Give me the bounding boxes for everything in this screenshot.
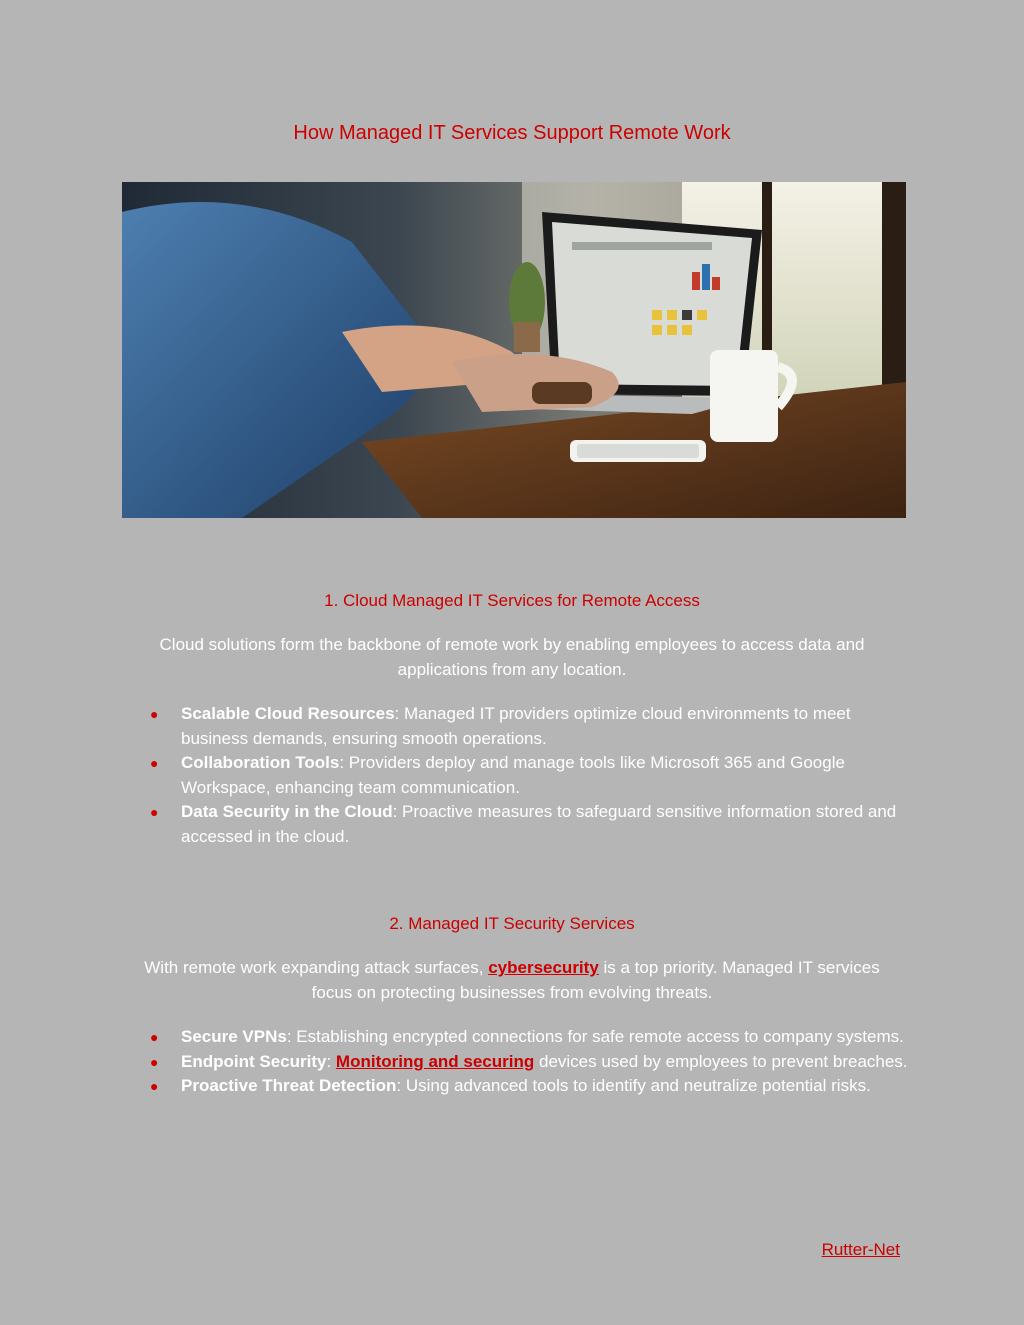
list-item-text: : Proactive measures to safeguard sensitive information stored and accessed in the cloud. — [181, 802, 897, 846]
intro-text: With remote work expanding attack surfaces, — [144, 958, 489, 977]
list-item-term: Endpoint Security — [181, 1051, 327, 1071]
intro-text: is a top priority. Managed IT services focus on protecting businesses from evolving threats. — [311, 958, 880, 1002]
section-1-intro: Cloud solutions form the backbone of remote work by enabling employees to access data and applications from any location. — [159, 635, 865, 679]
bullet-icon: ● — [150, 706, 159, 722]
list-item-text: : Using advanced tools to identify and neutralize potential risks. — [396, 1076, 871, 1095]
section-2-heading: 2. Managed IT Security Services — [389, 914, 635, 933]
bullet-icon: ● — [150, 1053, 159, 1070]
bullet-icon: ● — [150, 804, 159, 820]
list-item-term: Proactive Threat Detection — [181, 1076, 397, 1095]
list-item — [150, 751, 910, 800]
list-item-term: Secure VPNs — [181, 1027, 287, 1046]
list-item — [150, 1025, 910, 1050]
page-title: How Managed IT Services Support Remote Work — [293, 122, 731, 144]
bullet-icon: ● — [150, 755, 159, 771]
hero-photo-illustration — [122, 182, 906, 518]
list-item — [150, 1074, 910, 1099]
monitoring-and-securing-link[interactable]: Monitoring and securing — [335, 1051, 535, 1071]
bullet-icon: ● — [150, 1078, 159, 1094]
list-item — [150, 702, 910, 751]
list-item-text: : Providers deploy and manage tools like Microsoft 365 and Google Workspace, enhancing team communication. — [181, 753, 845, 797]
section-1-heading: 1. Cloud Managed IT Services for Remote Access — [324, 591, 700, 610]
list-item — [150, 800, 910, 849]
list-item-text: : Managed IT providers optimize cloud environments to meet business demands, ensuring smooth operations. — [181, 704, 851, 748]
list-item-term: Collaboration Tools — [181, 753, 340, 772]
list-item-text: : Establishing encrypted connections for safe remote access to company systems. — [286, 1027, 904, 1046]
list-item-separator: : — [326, 1051, 336, 1071]
section-1-list — [150, 702, 910, 849]
section-2-intro — [122, 956, 902, 1005]
list-item — [150, 1050, 910, 1075]
list-item-text: devices used by employees to prevent breaches. — [534, 1051, 908, 1071]
rutter-net-link[interactable]: Rutter-Net — [821, 1240, 900, 1259]
list-item-term: Data Security in the Cloud — [181, 802, 393, 821]
section-2-list — [150, 1025, 910, 1099]
bullet-icon: ● — [150, 1029, 159, 1045]
cybersecurity-link[interactable]: cybersecurity — [488, 958, 599, 977]
list-item-term: Scalable Cloud Resources — [181, 704, 395, 723]
hero-image — [122, 182, 906, 518]
